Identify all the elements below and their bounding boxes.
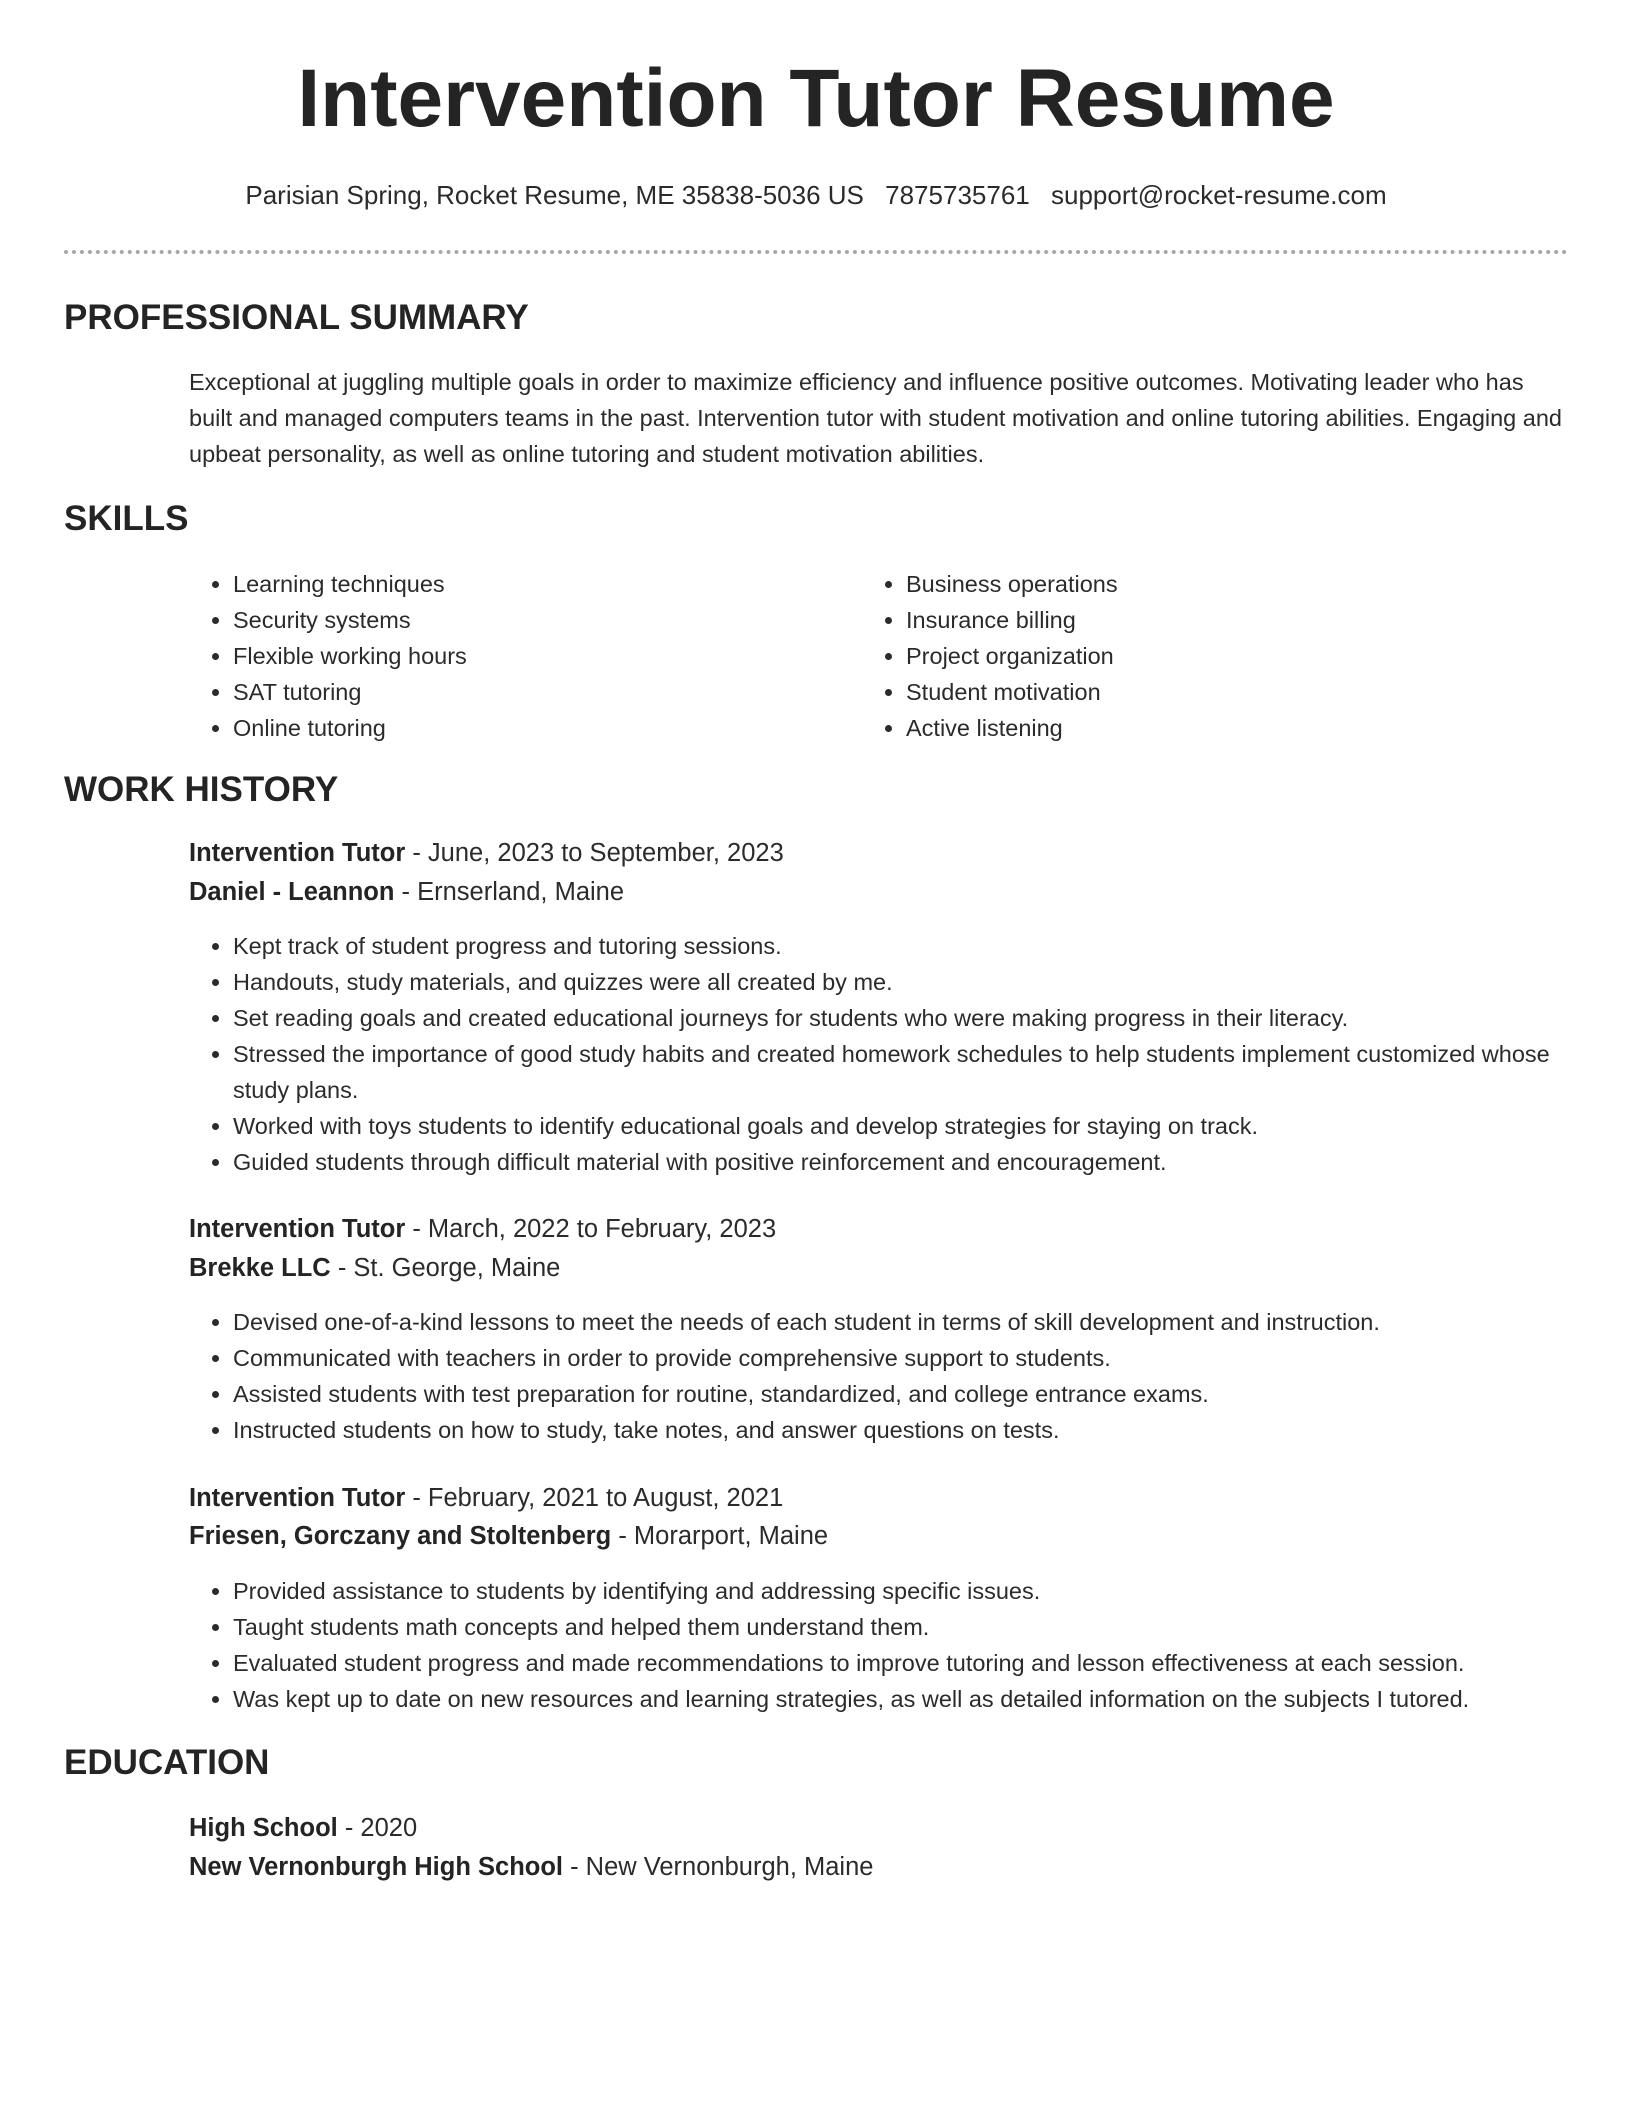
job-duty: • Stressed the importance of good study habits and created homework schedules to help students implement customized whose study plans.	[233, 1036, 1574, 1108]
job-duties	[189, 928, 1574, 1180]
job-duty: • Communicated with teachers in order to provide comprehensive support to students.	[233, 1340, 1574, 1376]
skills-heading: SKILLS	[64, 499, 189, 538]
resume-title: Intervention Tutor Resume	[297, 53, 1335, 144]
job-duty: • Handouts, study materials, and quizzes were all created by me.	[233, 964, 1574, 1000]
skill-item: • Flexible working hours	[233, 638, 809, 674]
education-school-line	[189, 1852, 873, 1883]
job-duty: • Guided students through difficult material with positive reinforcement and encouragement.	[233, 1144, 1574, 1180]
job-company-line	[189, 1521, 828, 1552]
education-degree-line	[189, 1813, 417, 1844]
contact-phone: 7875735761	[885, 180, 1030, 210]
skill-item: • Business operations	[906, 566, 1482, 602]
job-duty: • Evaluated student progress and made recommendations to improve tutoring and lesson effectiveness at each session.	[233, 1645, 1574, 1681]
job-company-line	[189, 877, 624, 908]
job-company-line	[189, 1253, 560, 1284]
job-duties-list	[189, 928, 1574, 1180]
skills-column-left	[189, 566, 809, 746]
job-title-line	[189, 838, 784, 869]
job-duties-list	[189, 1304, 1574, 1448]
education-location: - New Vernonburgh, Maine	[563, 1853, 874, 1881]
job-dates: - June, 2023 to September, 2023	[405, 839, 784, 867]
education-degree: High School	[189, 1814, 338, 1842]
job-duty: • Set reading goals and created educational journeys for students who were making progress in their literacy.	[233, 1000, 1574, 1036]
job-title: Intervention Tutor	[189, 1484, 406, 1512]
education-school: New Vernonburgh High School	[189, 1853, 564, 1881]
education-heading: EDUCATION	[64, 1743, 270, 1782]
job-location: - Ernserland, Maine	[394, 878, 625, 906]
job-duty: • Devised one-of-a-kind lessons to meet the needs of each student in terms of skill development and instruction.	[233, 1304, 1574, 1340]
header-divider	[64, 250, 1568, 254]
job-company: Friesen, Gorczany and Stoltenberg	[189, 1522, 612, 1550]
job-company: Brekke LLC	[189, 1254, 331, 1282]
contact-email: support@rocket-resume.com	[1050, 180, 1387, 210]
job-duty: • Provided assistance to students by identifying and addressing specific issues.	[233, 1573, 1574, 1609]
contact-info	[0, 180, 1632, 211]
skill-item: • Student motivation	[906, 674, 1482, 710]
skills-column-right	[862, 566, 1482, 746]
education-year: - 2020	[337, 1814, 418, 1842]
skill-item: • Learning techniques	[233, 566, 809, 602]
job-duties	[189, 1573, 1574, 1717]
job-duty: • Kept track of student progress and tutoring sessions.	[233, 928, 1574, 964]
skill-item: • Online tutoring	[233, 710, 809, 746]
job-duties	[189, 1304, 1574, 1448]
job-dates: - February, 2021 to August, 2021	[405, 1484, 784, 1512]
job-title-line	[189, 1214, 776, 1245]
job-duty: • Assisted students with test preparation for routine, standardized, and college entrance exams.	[233, 1376, 1574, 1412]
skill-item: • Active listening	[906, 710, 1482, 746]
job-duty: • Instructed students on how to study, take notes, and answer questions on tests.	[233, 1412, 1574, 1448]
job-duty: • Was kept up to date on new resources and learning strategies, as well as detailed information on the subjects I tutored.	[233, 1681, 1574, 1717]
job-location: - St. George, Maine	[330, 1254, 561, 1282]
skills-list-right	[862, 566, 1482, 746]
skill-item: • Security systems	[233, 602, 809, 638]
skills-list-left	[189, 566, 809, 746]
skill-item: • Insurance billing	[906, 602, 1482, 638]
skill-item: • Project organization	[906, 638, 1482, 674]
skill-item: • SAT tutoring	[233, 674, 809, 710]
job-duties-list	[189, 1573, 1574, 1717]
job-duty: • Worked with toys students to identify educational goals and develop strategies for staying on track.	[233, 1108, 1574, 1144]
job-company: Daniel - Leannon	[189, 878, 395, 906]
job-title: Intervention Tutor	[189, 839, 406, 867]
job-title-line	[189, 1483, 783, 1514]
contact-address: Parisian Spring, Rocket Resume, ME 35838-5036 US	[245, 180, 864, 210]
work-history-heading: WORK HISTORY	[64, 770, 339, 809]
job-location: - Morarport, Maine	[611, 1522, 829, 1550]
job-dates: - March, 2022 to February, 2023	[405, 1215, 777, 1243]
job-duty: • Taught students math concepts and helped them understand them.	[233, 1609, 1574, 1645]
summary-text: Exceptional at juggling multiple goals in order to maximize efficiency and influence positive outcomes. Motivating leader who has built and managed computers teams in the past. Intervention tutor with student motivation and online tutoring abilities. Engaging and upbeat personality, as well as online tutoring and student motivation abilities.	[189, 369, 1562, 467]
job-title: Intervention Tutor	[189, 1215, 406, 1243]
summary-heading: PROFESSIONAL SUMMARY	[64, 298, 529, 337]
